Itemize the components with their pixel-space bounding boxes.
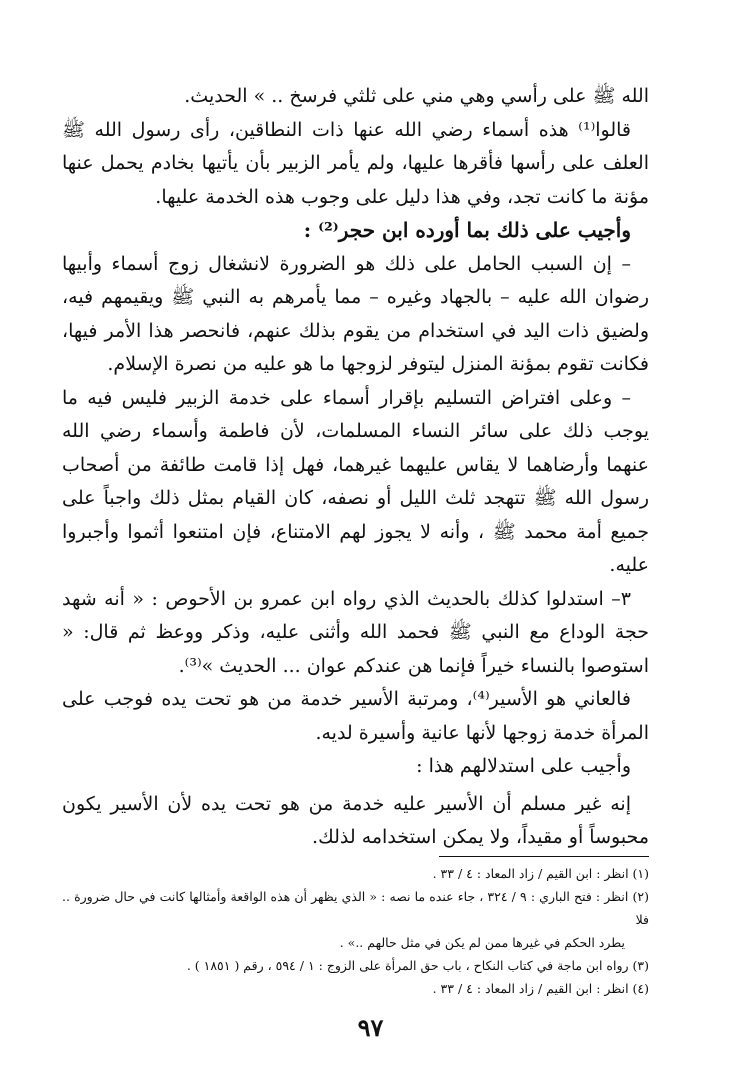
paragraph-third-evidence: ٣– استدلوا كذلك بالحديث الذي رواه ابن عمرو بن الأحوص : « أنه شهد حجة الوداع مع النبي ﷺ فحمد الله وأثنى عليه، وذكر ووعظ ثم قال: « استوصوا بالنساء خيراً فإنما هن عندكم عوان ... الحديث »⁽³⁾. <box>62 587 649 677</box>
paragraph-asmaa: قالوا⁽¹⁾ هذه أسماء رضي الله عنها ذات النطاقين، رأى رسول الله ﷺ العلف على رأسها فأقرها عليها، ولم يأمر الزبير بأن يأتيها بخادم يحمل عنها مؤنة ما كانت تجد، وفي هذا دليل على وجوب هذه الخدمة عليها. <box>62 118 649 208</box>
heading-reply-ibn-hajar: وأجيب على ذلك بما أورده ابن حجر⁽²⁾ : <box>303 218 631 242</box>
page-number: ٩٧ <box>357 1013 384 1042</box>
footnote-1: (١) انظر : ابن القيم / زاد المعاد : ٤ / ٣٣ . <box>432 866 649 881</box>
paragraph-hadith-end: الله ﷺ على رأسي وهي مني على ثلثي فرسخ .. » الحديث. <box>184 85 649 107</box>
paragraph-reply-heading: وأجيب على استدلالهم هذا : <box>416 755 631 777</box>
paragraph-captive: فالعاني هو الأسير⁽⁴⁾، ومرتبة الأسير خدمة من هو تحت يده فوجب على المرأة خدمة زوجها لأنها عانية وأسيرة لديه. <box>62 688 649 744</box>
footnote-3: (٣) رواه ابن ماجة في كتاب النكاح ، باب حق المرأة على الزوج : ١ / ٥٩٤ ، رقم ( ١٨٥١ ) . <box>186 958 649 973</box>
main-text <box>62 80 649 855</box>
footnote-divider <box>439 856 649 857</box>
paragraph-reply: إنه غير مسلم أن الأسير عليه خدمة من هو تحت يده لأن الأسير يكون محبوساً أو مقيداً، ولا يمكن استخدامه لذلك. <box>62 792 649 848</box>
paragraph-assumption: – وعلى افتراض التسليم بإقرار أسماء على خدمة الزبير فليس فيه ما يوجب ذلك على سائر النساء المسلمات، لأن فاطمة وأسماء رضي الله عنهما وأرضاهما لا يقاس عليهما غيرهما، فهل إذا قامت طائفة من أصحاب رسول الله ﷺ تتهجد ثلث الليل أو نصفه، كان القيام بمثل ذلك واجباً على جميع أمة محمد ﷺ ، وأنه لا يجوز لهم الامتناع، فإن امتنعوا أثموا وأجبروا عليه. <box>62 386 649 576</box>
paragraph-necessity: – إن السبب الحامل على ذلك هو الضرورة لانشغال زوج أسماء وأبيها رضوان الله عليه – بالجهاد وغيره – مما يأمرهم به النبي ﷺ ويقيمهم فيه، ولضيق ذات اليد في استخدام من يقوم بذلك عنهم، فانحصر هذا الأمر فيها، فكانت تقوم بمؤنة المنزل ليتوفر لزوجها ما هو عليه من نصرة الإسلام. <box>62 252 649 375</box>
footnote-4: (٤) انظر : ابن القيم / زاد المعاد : ٤ / ٣٣ . <box>432 981 649 996</box>
footnote-2: (٢) انظر : فتح الباري : ٩ / ٣٢٤ ، جاء عنده ما نصه : « الذي يظهر أن هذه الواقعة وأمثالها كانت في حال ضرورة .. فلا <box>62 889 649 927</box>
footnote-2-continued: يطرد الحكم في غيرها ممن لم يكن في مثل حالهم ..» . <box>339 935 625 950</box>
footnotes <box>62 862 649 1000</box>
